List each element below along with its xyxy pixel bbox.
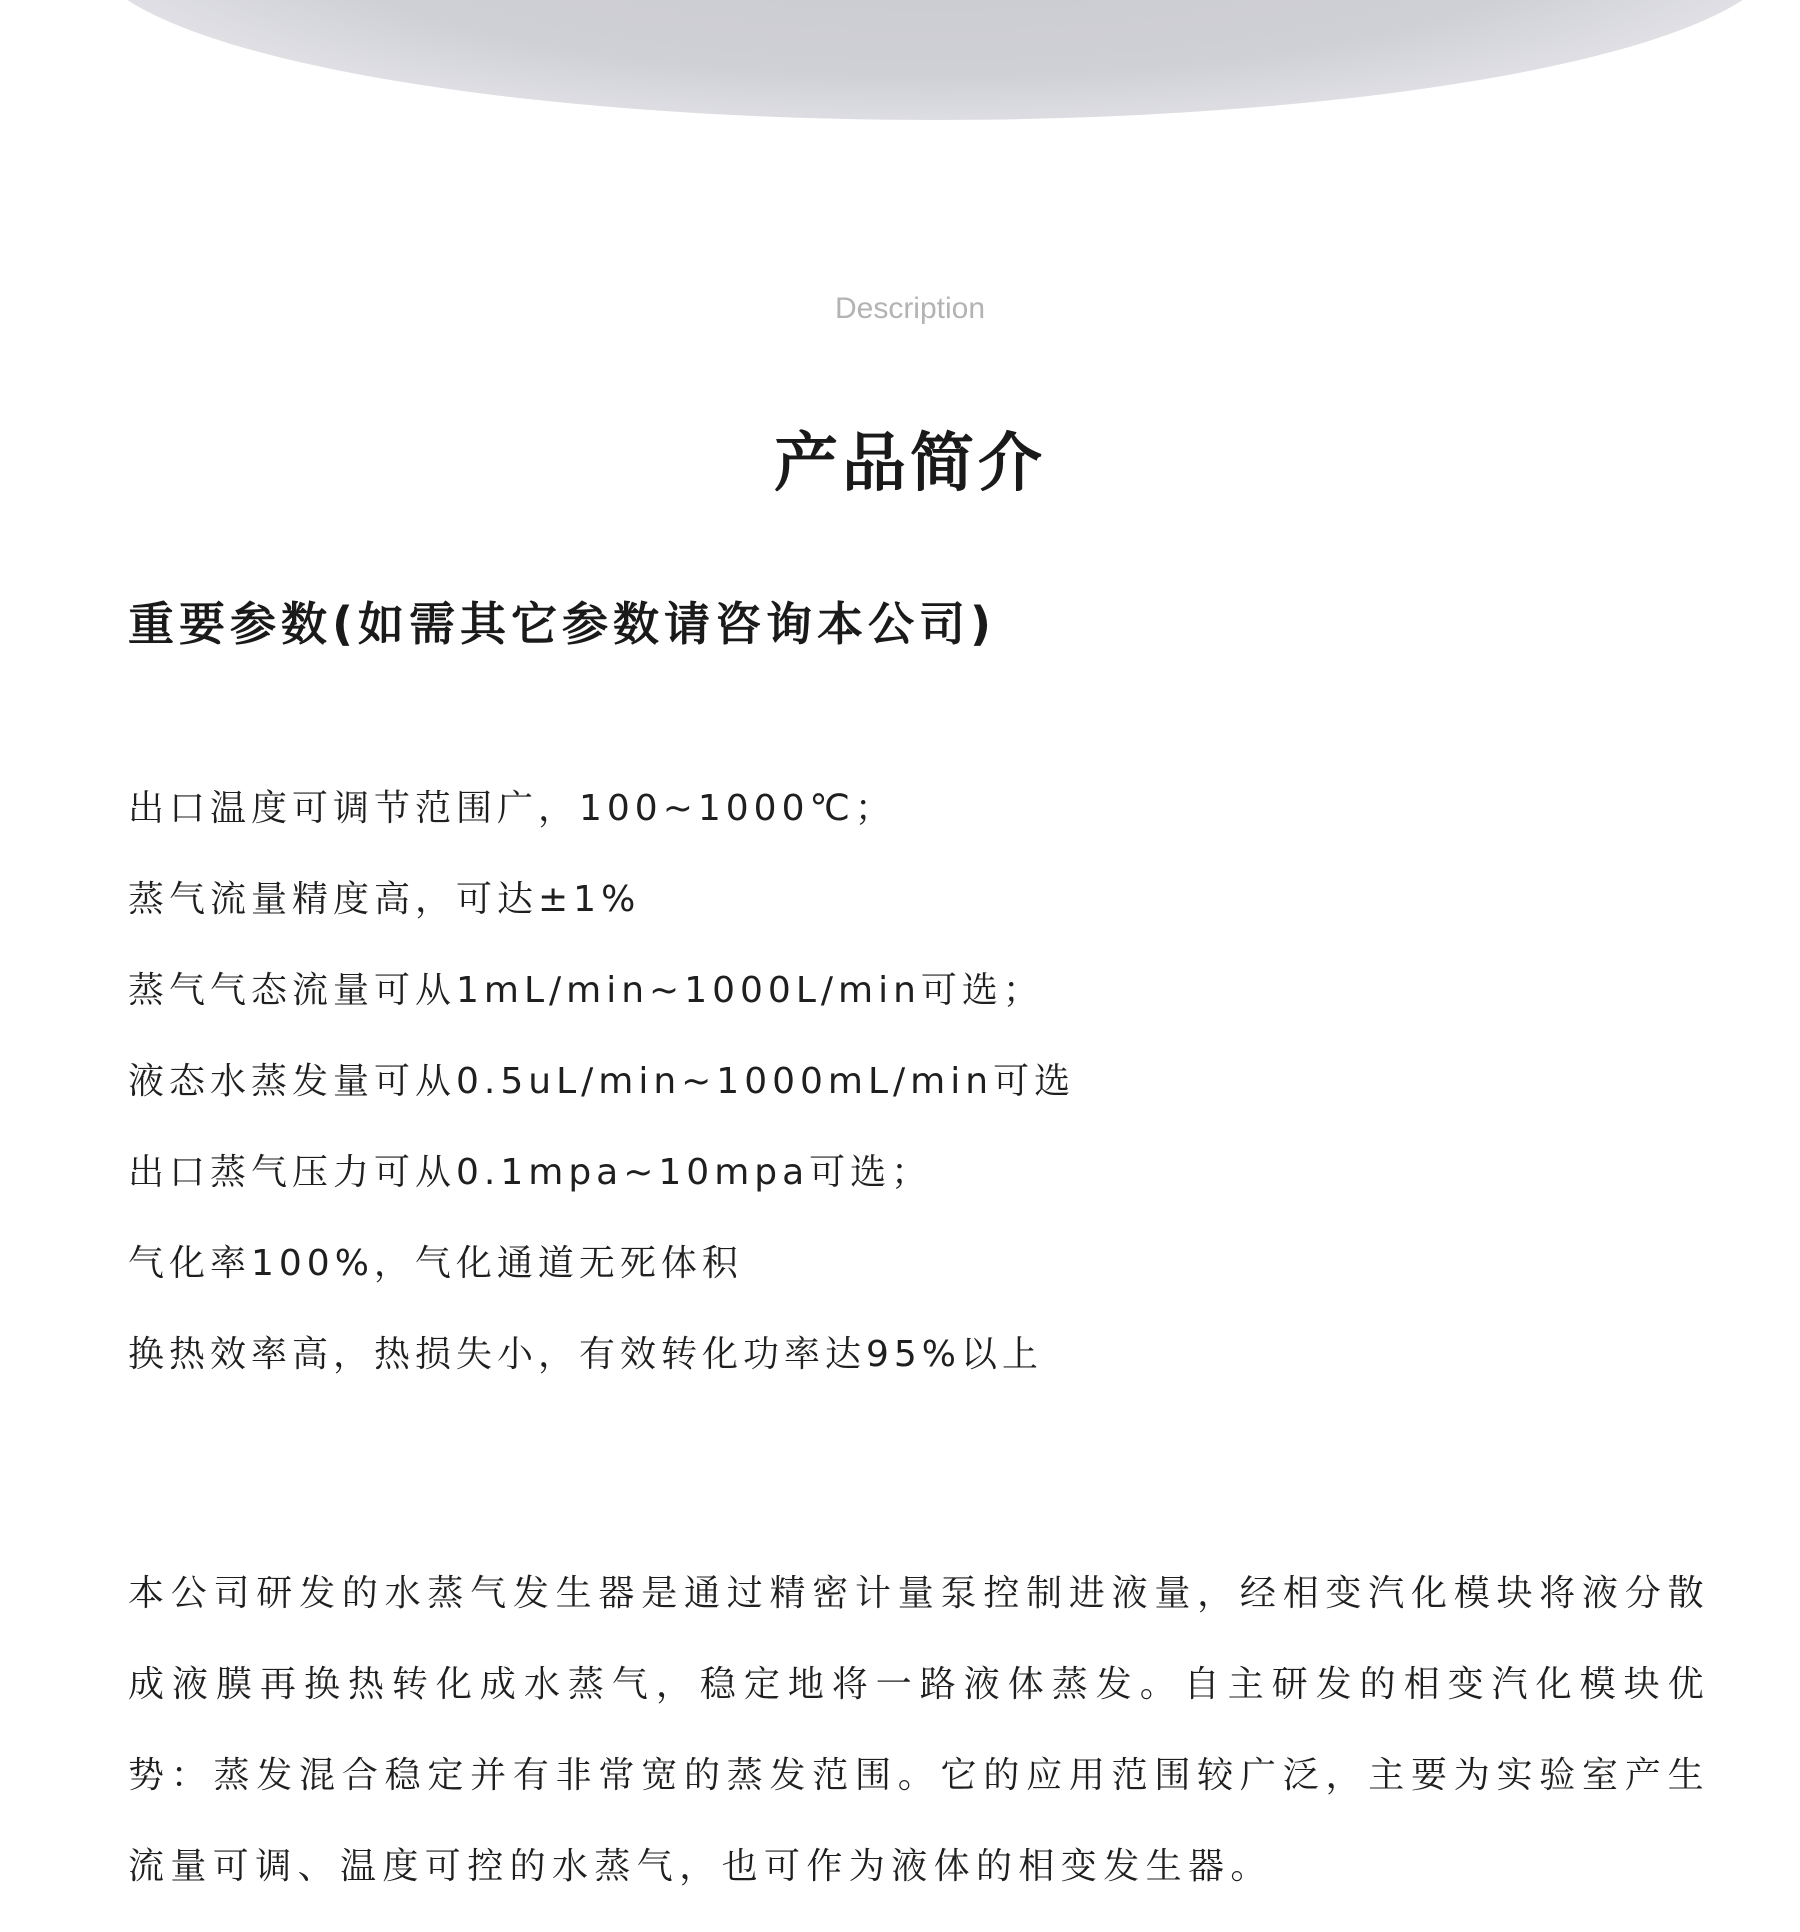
section-eyebrow: Description [834, 292, 986, 325]
param-item: 出口蒸气压力可从0.1mpa~10mpa可选； [128, 1152, 933, 1193]
param-item: 液态水蒸发量可从0.5uL/min~1000mL/min可选 [128, 1061, 1076, 1102]
param-item: 气化率100%，气化通道无死体积 [128, 1243, 743, 1284]
param-item: 蒸气流量精度高，可达±1% [128, 879, 641, 920]
param-item: 蒸气气态流量可从1mL/min~1000L/min可选； [128, 970, 1044, 1011]
param-item: 换热效率高，热损失小，有效转化功率达95%以上 [128, 1334, 1044, 1375]
product-image-shadow [90, 0, 1780, 120]
param-item: 出口温度可调节范围广，100~1000℃； [128, 788, 896, 829]
page-title: 产品简介 [774, 427, 1046, 501]
params-heading: 重要参数(如需其它参数请咨询本公司) [128, 597, 997, 651]
description-paragraph: 本公司研发的水蒸气发生器是通过精密计量泵控制进液量，经相变汽化模块将液分散成液膜再换热转化成水蒸气，稳定地将一路液体蒸发。自主研发的相变汽化模块优势：蒸发混合稳定并有非常宽的蒸发范围。它的应用范围较广泛，主要为实验室产生流量可调、温度可控的水蒸气，也可作为液体的相变发生器。 [128, 1573, 1710, 1887]
params-list [128, 780, 1075, 1417]
